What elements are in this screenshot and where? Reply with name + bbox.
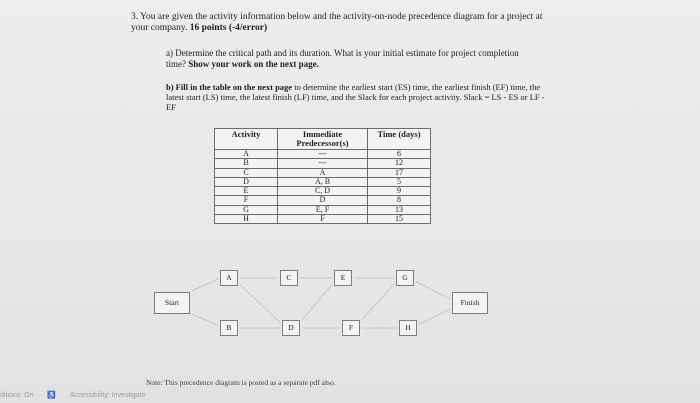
cell-predecessor: D: [278, 196, 368, 205]
node-start: Start: [154, 292, 190, 314]
cell-predecessor: ---: [278, 159, 368, 168]
cell-activity: E: [215, 187, 278, 196]
cell-time: 6: [368, 150, 431, 159]
header-activity: Activity: [215, 129, 278, 150]
node-f: F: [342, 320, 360, 336]
edge-h-finish: [416, 308, 452, 326]
question-points: 16 points (-4/error): [189, 23, 268, 33]
header-time: Time (days): [368, 129, 431, 150]
cell-time: 12: [368, 159, 431, 168]
node-e: E: [334, 270, 352, 286]
edge-f-g: [358, 282, 396, 324]
cell-predecessor: ---: [278, 150, 368, 159]
cell-activity: A: [215, 150, 278, 159]
node-a: A: [220, 270, 238, 286]
cell-activity: F: [215, 196, 278, 205]
diagram-note: Note: This precedence diagram is posted as a separate pdf also.: [146, 378, 336, 387]
part-a-text: a) Determine the critical path and its duration. What is your initial estimate for project completion time?: [166, 48, 519, 69]
node-d: D: [282, 320, 300, 336]
cell-predecessor: F: [278, 215, 368, 224]
cell-time: 13: [368, 205, 431, 214]
accessibility-label: Accessibility: Investigate: [69, 392, 146, 399]
bottom-status-strip: [0, 391, 170, 403]
edge-g-finish: [413, 280, 452, 300]
cell-time: 9: [368, 187, 431, 196]
cell-activity: C: [215, 168, 278, 177]
cell-predecessor: C, D: [278, 187, 368, 196]
node-h: H: [399, 320, 417, 336]
part-a-bold: Show your work on the next page.: [188, 58, 319, 69]
part-b-text: to determine the earliest start (ES) time, the earliest finish (EF) time, the latest start (LS) time, the latest finish (LF) time, and the Slack for each project activity. Slack = LS - ES or LF - EF: [166, 82, 545, 112]
edge-a-d: [237, 282, 282, 324]
node-c: C: [280, 270, 298, 286]
cell-time: 17: [368, 168, 431, 177]
cell-activity: B: [215, 159, 278, 168]
cell-time: 15: [368, 215, 431, 224]
question-text: 3. You are given the activity information below and the activity-on-node precedence diagram for a project at your company.: [131, 12, 543, 33]
edge-d-e: [299, 282, 334, 324]
cell-activity: D: [215, 177, 278, 186]
cell-activity: H: [215, 215, 278, 224]
cell-time: 5: [368, 177, 431, 186]
header-predecessors: Immediate Predecessor(s): [278, 129, 368, 150]
cell-activity: G: [215, 205, 278, 214]
cell-predecessor: E, F: [278, 205, 368, 214]
editions-label: ditions: On: [0, 392, 34, 399]
node-b: B: [220, 320, 238, 336]
part-b-bold: b) Fill in the table on the next page: [166, 82, 293, 92]
accessibility-icon: ♿: [47, 392, 57, 399]
cell-time: 8: [368, 196, 431, 205]
node-finish: Finish: [452, 292, 488, 314]
node-g: G: [396, 270, 414, 286]
cell-predecessor: A: [278, 168, 368, 177]
cell-predecessor: A, B: [278, 177, 368, 186]
